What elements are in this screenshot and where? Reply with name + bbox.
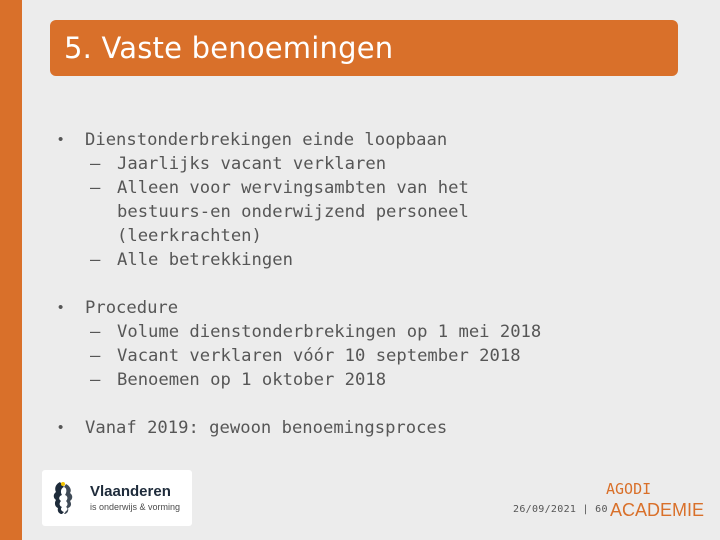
bullet-text: Dienstonderbrekingen einde loopbaan xyxy=(85,130,448,150)
dash: – xyxy=(90,370,101,390)
bullet-text: Procedure xyxy=(85,298,179,318)
dash: – xyxy=(90,154,101,174)
sub-item xyxy=(58,344,698,368)
date-page-number: 26/09/2021 | 60 xyxy=(513,504,608,515)
sub-item-text: Alleen voor wervingsambten van het bestuurs-en onderwijzend personeel (leerkrachten) xyxy=(117,178,469,246)
dash: – xyxy=(90,250,101,270)
dash: – xyxy=(90,178,101,198)
left-accent-bar xyxy=(0,0,22,540)
dash: – xyxy=(90,322,101,342)
bullet-item xyxy=(58,296,698,392)
logo-tagline: is onderwijs & vorming xyxy=(90,502,181,512)
sub-item xyxy=(58,176,698,248)
brand-agodi: AGODI xyxy=(606,480,652,498)
logo-name: Vlaanderen xyxy=(90,483,171,500)
flemish-lion-icon xyxy=(50,478,78,518)
title-bar xyxy=(50,20,678,76)
slide-content xyxy=(58,128,698,464)
dash: – xyxy=(90,346,101,366)
sub-item xyxy=(58,320,698,344)
bullet-item xyxy=(58,128,698,272)
slide-title: 5. Vaste benoemingen xyxy=(64,31,394,65)
brand-academie: ACADEMIE xyxy=(610,500,705,520)
sub-item-text: Alle betrekkingen xyxy=(117,250,293,270)
sub-item-text: Jaarlijks vacant verklaren xyxy=(117,154,387,174)
sub-item-text: Vacant verklaren vóór 10 september 2018 xyxy=(117,346,521,366)
bullet-dot: • xyxy=(58,131,64,148)
vlaanderen-logo xyxy=(42,470,192,526)
sub-item-text: Benoemen op 1 oktober 2018 xyxy=(117,370,387,390)
sub-item xyxy=(58,368,698,392)
bullet-item xyxy=(58,416,698,440)
sub-item xyxy=(58,152,698,176)
bullet-dot: • xyxy=(58,299,64,316)
bullet-text: Vanaf 2019: gewoon benoemingsproces xyxy=(85,418,448,438)
sub-item xyxy=(58,248,698,272)
bullet-dot: • xyxy=(58,419,64,436)
sub-item-text: Volume dienstonderbrekingen op 1 mei 2018 xyxy=(117,322,542,342)
